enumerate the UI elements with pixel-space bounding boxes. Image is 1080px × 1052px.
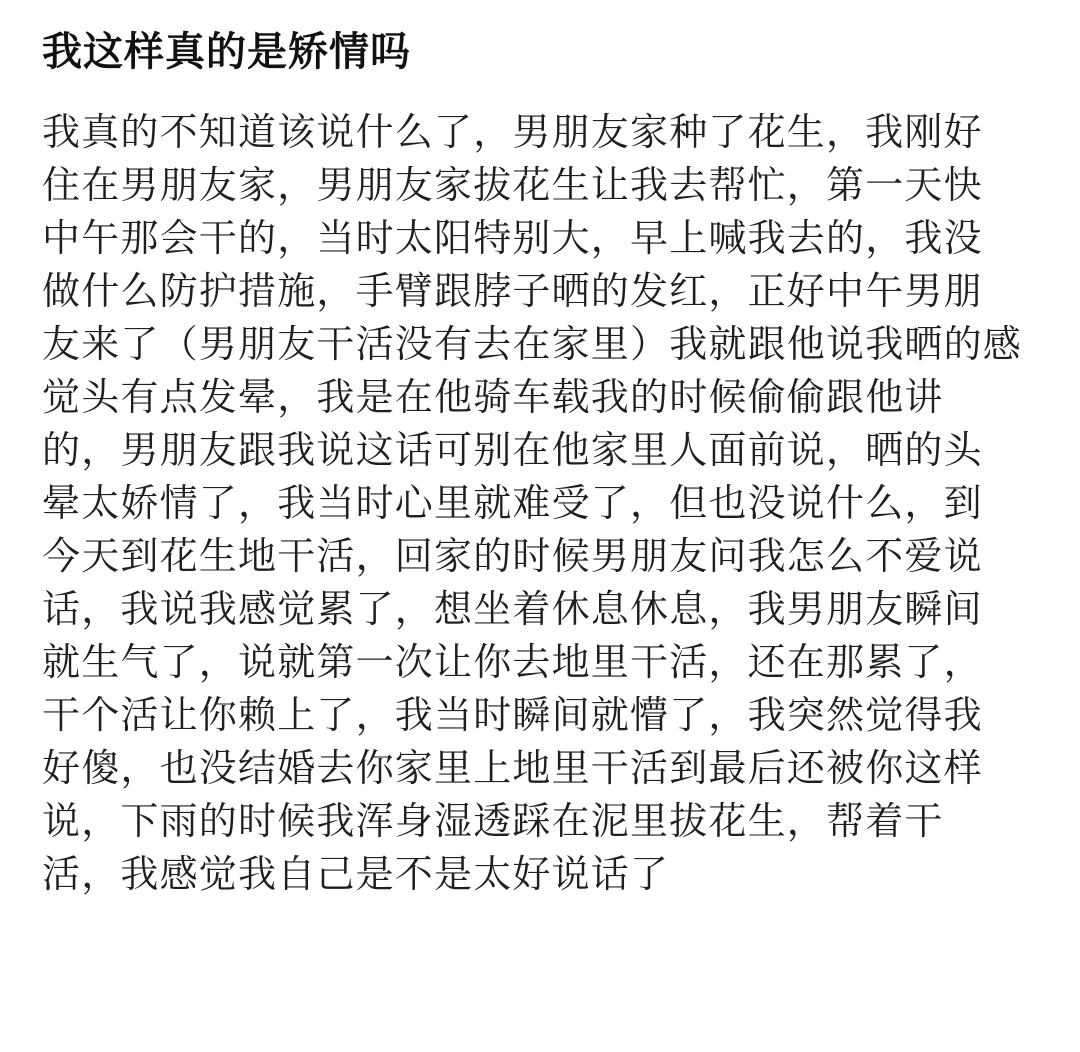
body-line: 就生气了，说就第一次让你去地里干活，还在那累了， [42,640,983,684]
body-line: 中午那会干的，当时太阳特别大，早上喊我去的，我没 [42,216,983,260]
body-line: 活，我感觉我自己是不是太好说话了 [42,852,670,896]
body-line: 的，男朋友跟我说这话可别在他家里人面前说，晒的头 [42,428,983,472]
body-line: 干个活让你赖上了，我当时瞬间就懵了，我突然觉得我 [42,693,983,737]
body-line: 今天到花生地干活，回家的时候男朋友问我怎么不爱说 [42,534,983,578]
body-line: 做什么防护措施，手臂跟脖子晒的发红，正好中午男朋 [42,269,983,313]
post-title: 我这样真的是矫情吗 [42,29,411,75]
body-line: 好傻，也没结婚去你家里上地里干活到最后还被你这样 [42,746,983,790]
post-body [42,106,1052,901]
body-line: 住在男朋友家，男朋友家拔花生让我去帮忙，第一天快 [42,163,983,207]
body-line: 说，下雨的时候我浑身湿透踩在泥里拔花生，帮着干 [42,799,944,843]
body-line: 友来了（男朋友干活没有去在家里）我就跟他说我晒的感 [42,322,1023,366]
body-line: 晕太娇情了，我当时心里就难受了，但也没说什么，到 [42,481,983,525]
body-line: 觉头有点发晕，我是在他骑车载我的时候偷偷跟他讲 [42,375,944,419]
body-line: 我真的不知道该说什么了，男朋友家种了花生，我刚好 [42,110,983,154]
body-line: 话，我说我感觉累了，想坐着休息休息，我男朋友瞬间 [42,587,983,631]
